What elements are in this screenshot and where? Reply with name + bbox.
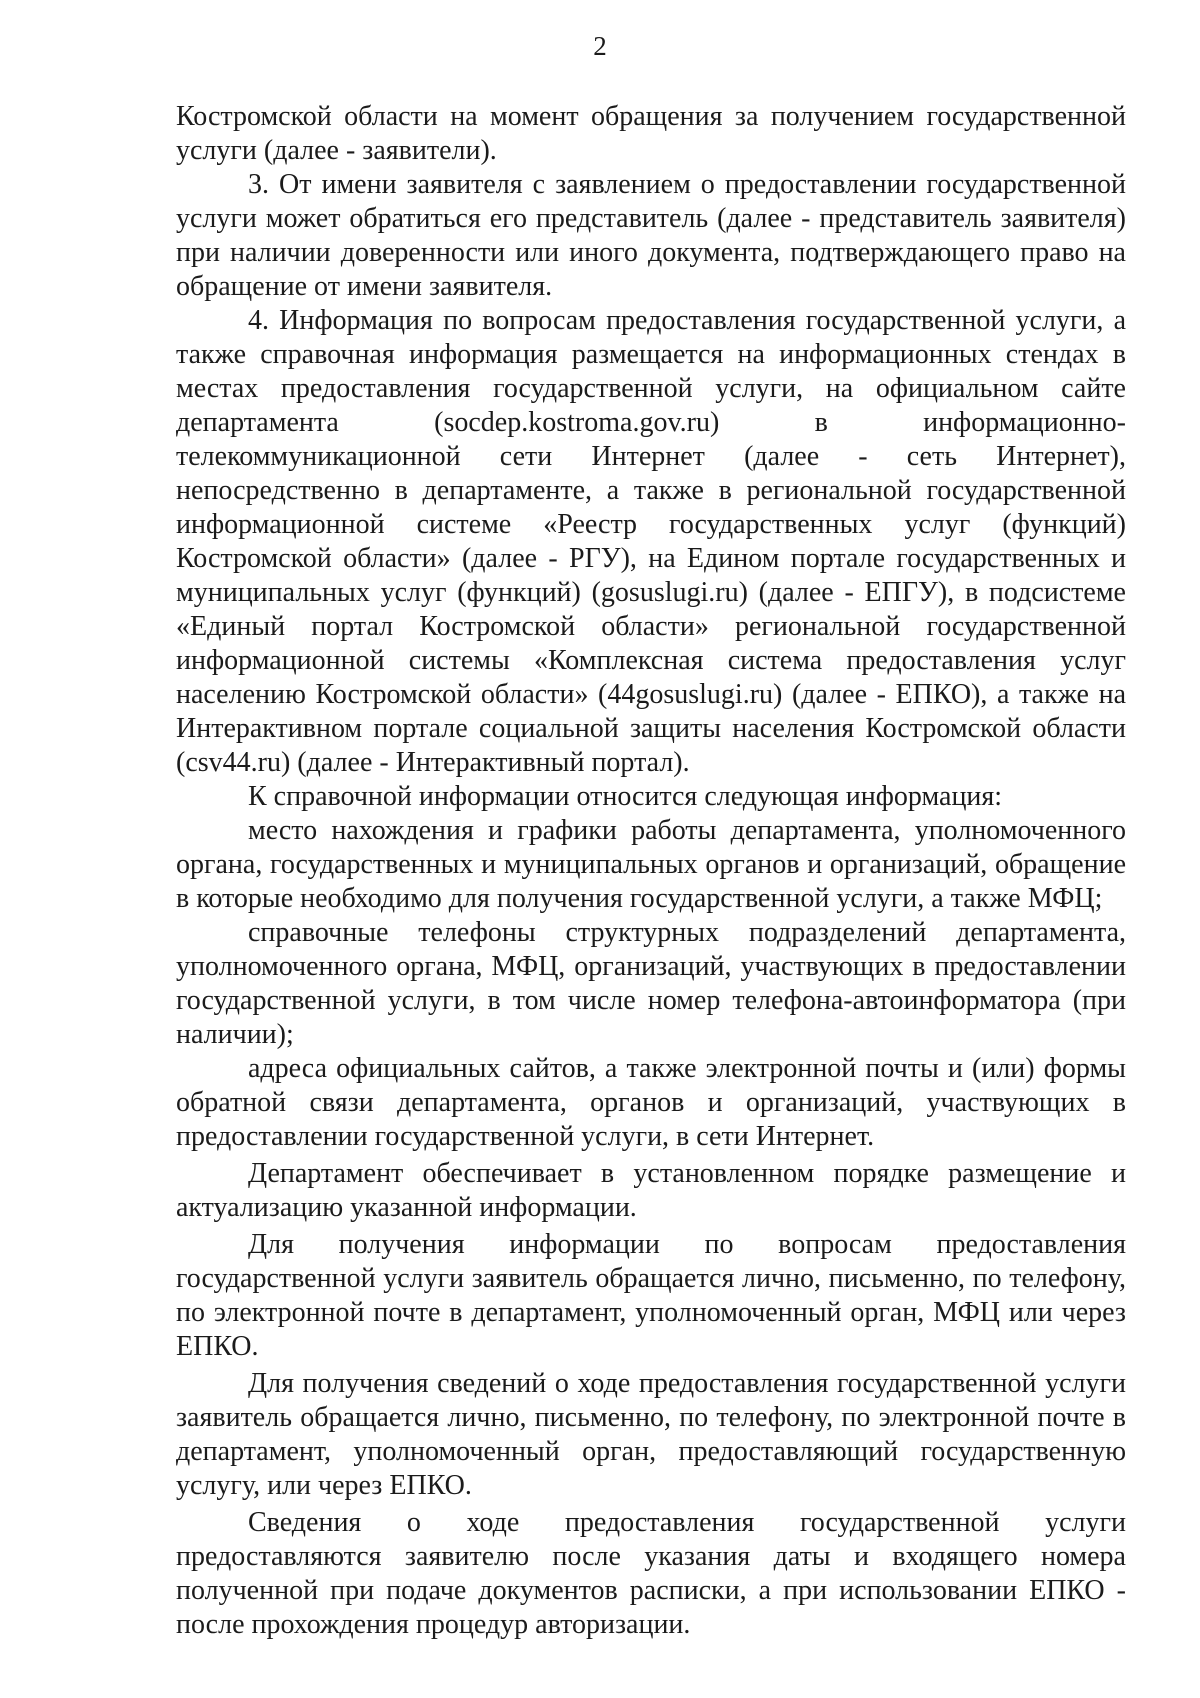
paragraph-applicants-end: Костромской области на момент обращения за получением государственной услуги (далее - заявители).: [176, 101, 1126, 166]
paragraph-website-addresses: адреса официальных сайтов, а также электронной почты и (или) формы обратной связи департамента, органов и организаций, участвующих в предоставлении государственной услуги, в сети Интернет.: [176, 1053, 1126, 1152]
paragraph-reference-phones: справочные телефоны структурных подразделений департамента, уполномоченного органа, МФЦ, организаций, участвующих в предоставлении государственной услуги, в том числе номер телефона-автоинформатора (при наличии);: [176, 917, 1126, 1050]
paragraph-4-information: 4. Информация по вопросам предоставления государственной услуги, а также справочная информация размещается на информационных стендах в местах предоставления государственной услуги, на официальном сайте департамента (socdep.kostroma.gov.ru) в информационно-телекоммуникационной сети Интернет (далее - сеть Интернет), непосредственно в департаменте, а также в региональной государственной информационной системе «Реестр государственных услуг (функций) Костромской области» (далее - РГУ), на Едином портале государственных и муниципальных услуг (функций) (gosuslugi.ru) (далее - ЕПГУ), в подсистеме «Единый портал Костромской области» региональной государственной информационной системы «Комплексная система предоставления услуг населению Костромской области» (44gosuslugi.ru) (далее - ЕПКО), а также на Интерактивном портале социальной защиты населения Костромской области (csv44.ru) (далее - Интерактивный портал).: [176, 305, 1126, 778]
paragraph-obtaining-information: Для получения информации по вопросам предоставления государственной услуги заявитель обращается лично, письменно, по телефону, по электронной почте в департамент, уполномоченный орган, МФЦ или через ЕПКО.: [176, 1229, 1126, 1362]
paragraph-progress-provided: Сведения о ходе предоставления государственной услуги предоставляются заявителю после указания даты и входящего номера полученной при подаче документов расписки, а при использовании ЕПКО - после прохождения процедур авторизации.: [176, 1507, 1126, 1640]
paragraph-department-ensures: Департамент обеспечивает в установленном порядке размещение и актуализацию указанной информации.: [176, 1158, 1126, 1223]
page-number: 2: [593, 31, 607, 61]
document-body: [176, 100, 1126, 1642]
paragraph-reference-info-intro: К справочной информации относится следующая информация:: [248, 781, 1003, 812]
paragraph-3-representative: 3. От имени заявителя с заявлением о предоставлении государственной услуги может обратиться его представитель (далее - представитель заявителя) при наличии доверенности или иного документа, подтверждающего право на обращение от имени заявителя.: [176, 169, 1126, 302]
paragraph-location-schedules: место нахождения и графики работы департамента, уполномоченного органа, государственных и муниципальных органов и организаций, обращение в которые необходимо для получения государственной услуги, а также МФЦ;: [176, 815, 1126, 914]
paragraph-progress-information: Для получения сведений о ходе предоставления государственной услуги заявитель обращается лично, письменно, по телефону, по электронной почте в департамент, уполномоченный орган, предоставляющий государственную услугу, или через ЕПКО.: [176, 1368, 1126, 1501]
